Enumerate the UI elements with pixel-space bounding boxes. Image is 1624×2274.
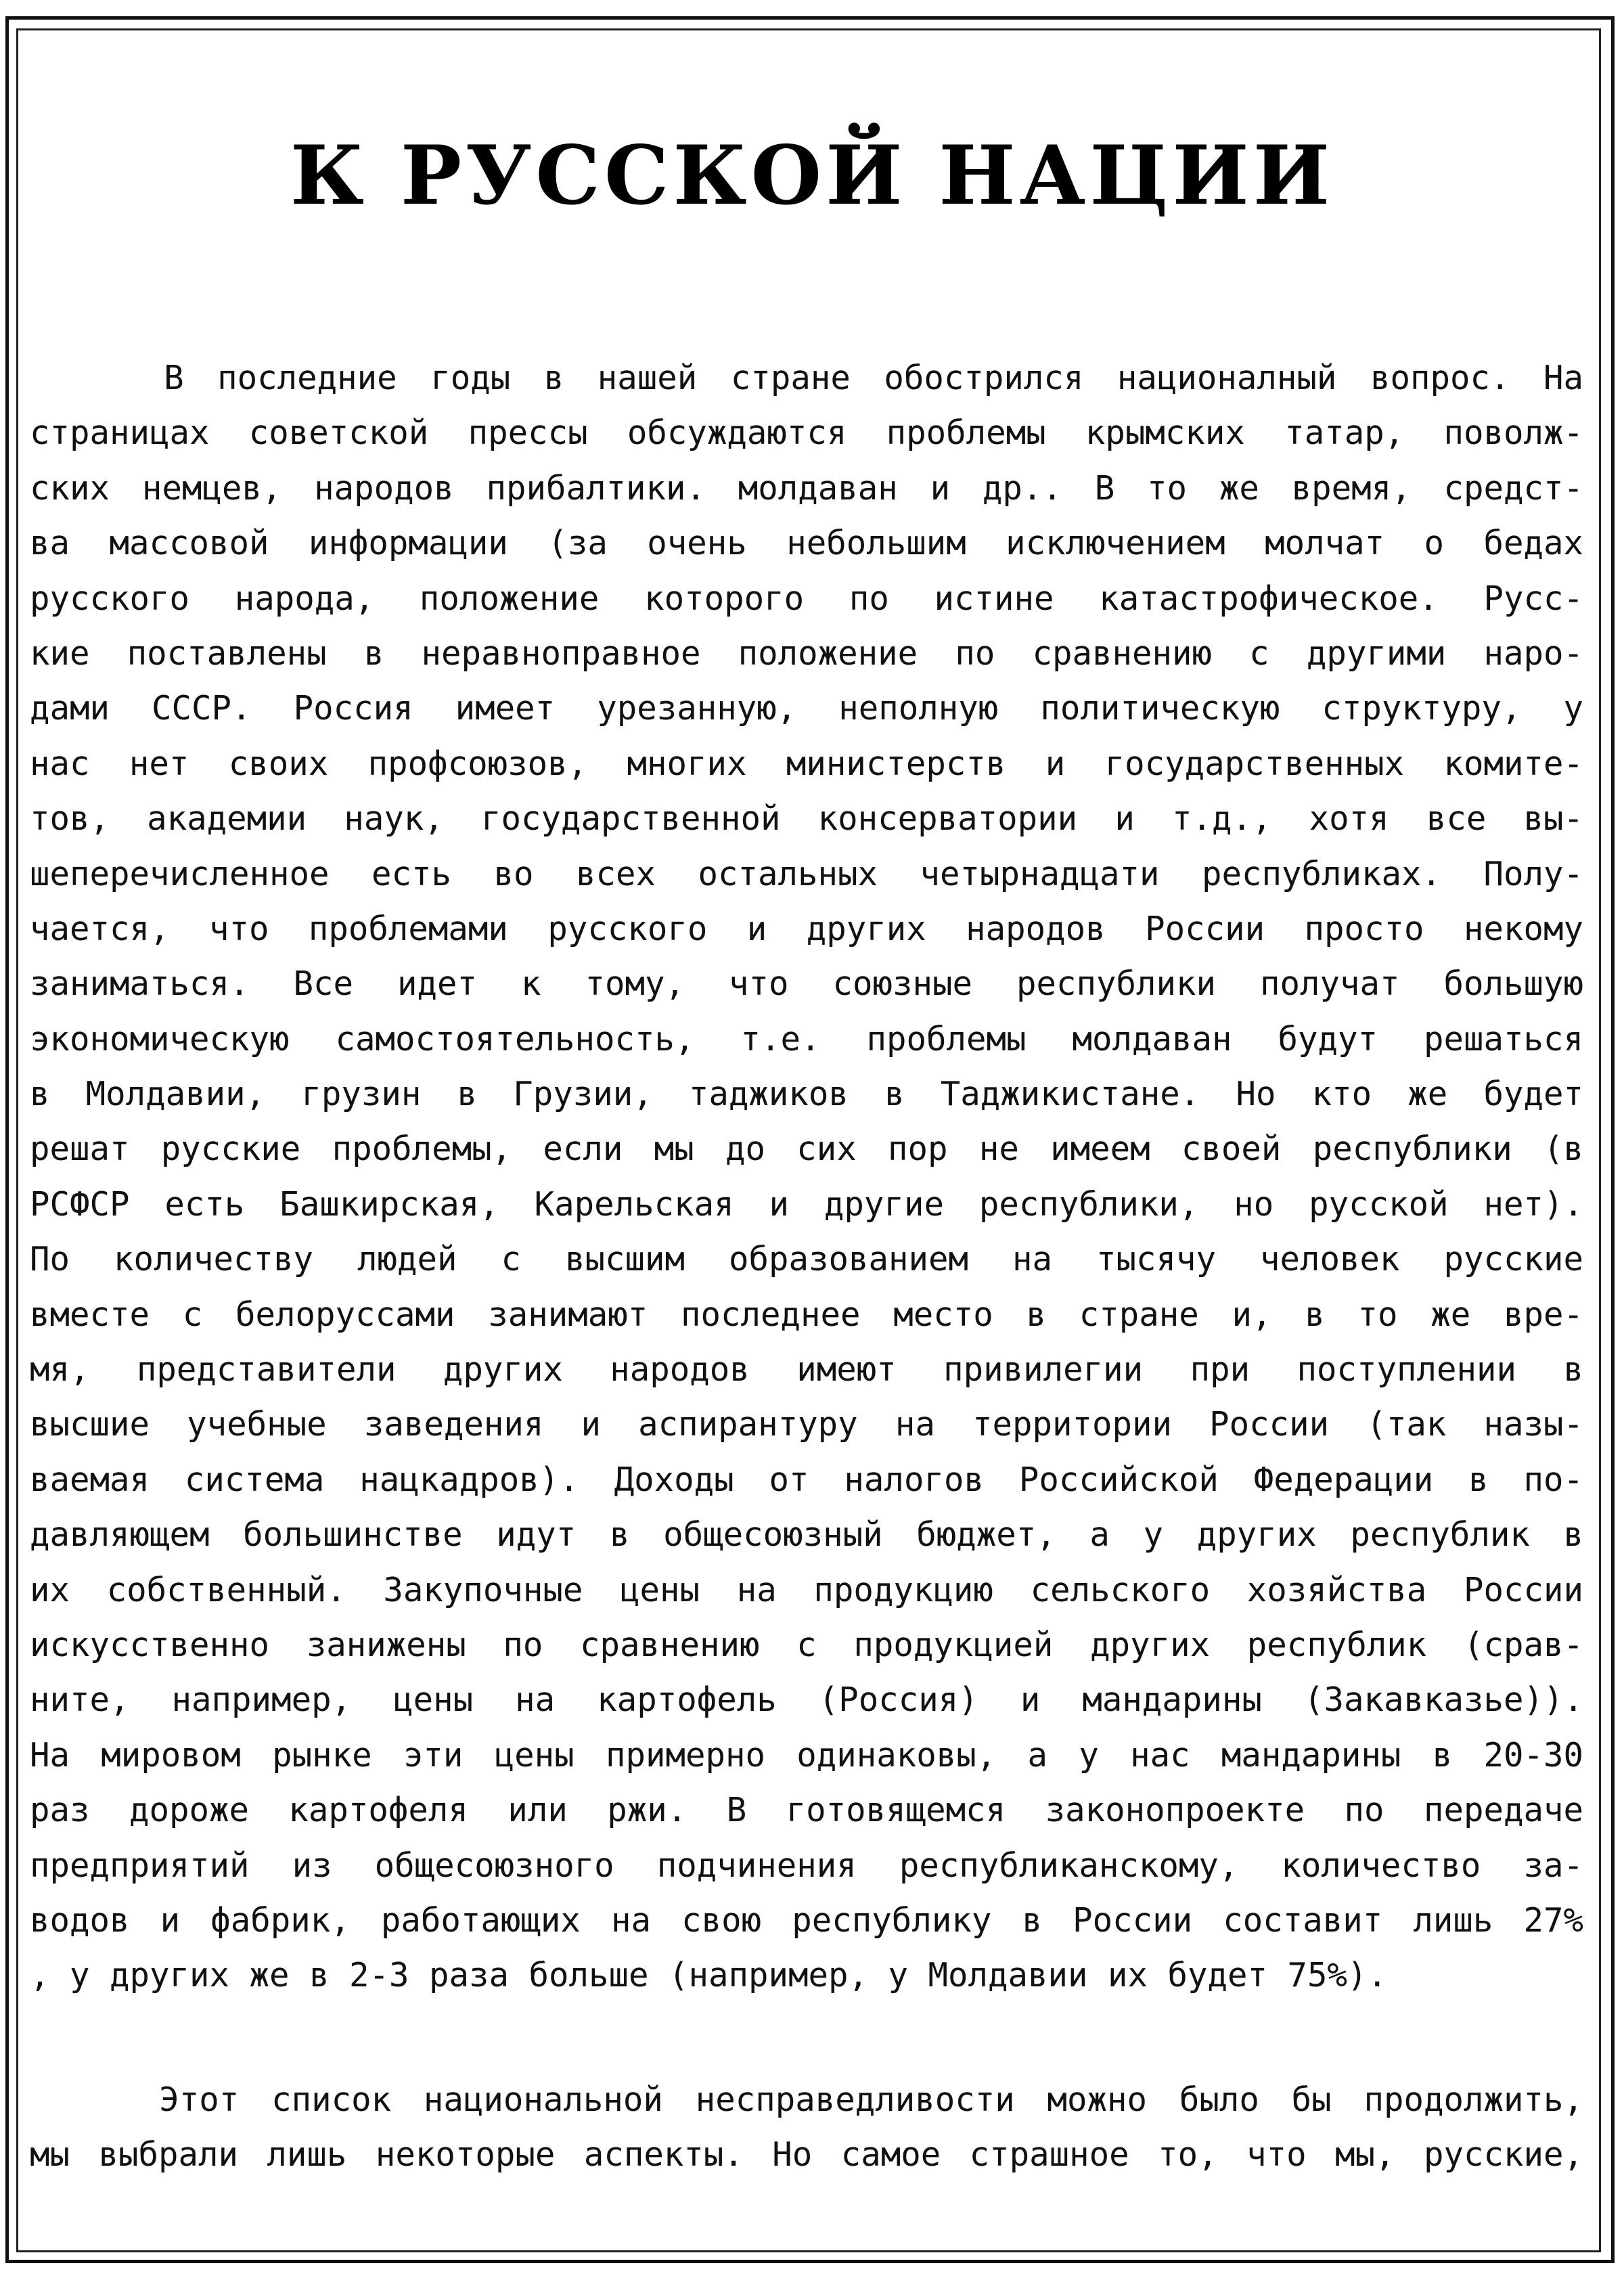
text-line: Этот список национальной несправедливости можно было бы продолжить,	[30, 2080, 1583, 2119]
text-line: экономическую самостоятельность, т.е. проблемы молдаван будут решаться	[30, 1019, 1583, 1058]
text-line: высшие учебные заведения и аспирантуру на территории России (так назы-	[30, 1405, 1583, 1444]
paragraph-gap	[30, 2003, 1583, 2072]
text-line: давляющем большинстве идут в общесоюзный бюджет, а у других республик в	[30, 1515, 1583, 1555]
text-line: русского народа, положение которого по истине катастрофическое. Русс-	[30, 579, 1583, 618]
text-line: По количеству людей с высшим образованием на тысячу человек русские	[30, 1240, 1583, 1279]
text-line: водов и фабрик, работающих на свою республику в России составит лишь 27%	[30, 1900, 1583, 1940]
text-line: ва массовой информации (за очень небольшим исключением молчат о бедах	[30, 524, 1583, 563]
text-line: заниматься. Все идет к тому, что союзные республики получат большую	[30, 964, 1583, 1004]
paragraph-1	[30, 351, 1583, 2003]
text-line: мы выбрали лишь некоторые аспекты. Но самое страшное то, что мы, русские,	[30, 2135, 1583, 2175]
text-line: В последние годы в нашей стране обострился националный вопрос. На	[30, 359, 1583, 397]
text-line: чается, что проблемами русского и других народов России просто некому	[30, 909, 1583, 948]
text-line: нас нет своих профсоюзов, многих министерств и государственных комите-	[30, 744, 1583, 783]
text-line: мя, представители других народов имеют привилегии при поступлении в	[30, 1350, 1583, 1389]
text-line: их собственный. Закупочные цены на продукцию сельского хозяйства России	[30, 1570, 1583, 1609]
text-line: вместе с белоруссами занимают последнее место в стране и, в то же вре-	[30, 1295, 1583, 1334]
text-line: тов, академии наук, государственной консерватории и т.д., хотя все вы-	[30, 799, 1583, 839]
text-line: ваемая система нацкадров). Доходы от налогов Российской Федерации в по-	[30, 1460, 1583, 1499]
text-line: ских немцев, народов прибалтики. молдаван и др.. В то же время, средст-	[30, 468, 1583, 508]
text-line: предприятий из общесоюзного подчинения республиканскому, количество за-	[30, 1846, 1583, 1885]
paragraph-2	[30, 2072, 1583, 2183]
text-line: искусственно занижены по сравнению с продукцией других республик (срав-	[30, 1625, 1583, 1664]
text-line: РСФСР есть Башкирская, Карельская и другие республики, но русской нет).	[30, 1184, 1583, 1224]
text-line: страницах советской прессы обсуждаются проблемы крымских татар, поволж-	[30, 414, 1583, 453]
text-line: дами СССР. Россия имеет урезанную, неполную политическую структуру, у	[30, 689, 1583, 728]
document-body	[30, 351, 1583, 2183]
text-line: , у других же в 2-3 раза больше (например, у Молдавии их будет 75%).	[30, 1956, 1388, 1995]
text-line: На мировом рынке эти цены примерно одинаковы, а у нас мандарины в 20-30	[30, 1735, 1583, 1775]
text-line: ните, например, цены на картофель (Россия) и мандарины (Закавказье)).	[30, 1680, 1583, 1720]
text-line: раз дороже картофеля или ржи. В готовящемся законопроекте по передаче	[30, 1791, 1583, 1830]
text-line: кие поставлены в неравноправное положение по сравнению с другими наро-	[30, 633, 1583, 673]
text-line: решат русские проблемы, если мы до сих пор не имеем своей республики (в	[30, 1130, 1583, 1169]
document-title: К РУССКОЙ НАЦИИ	[290, 128, 1334, 223]
text-line: шеперечисленное есть во всех остальных четырнадцати республиках. Полу-	[30, 854, 1583, 893]
text-line: в Молдавии, грузин в Грузии, таджиков в Таджикистане. Но кто же будет	[30, 1075, 1583, 1114]
